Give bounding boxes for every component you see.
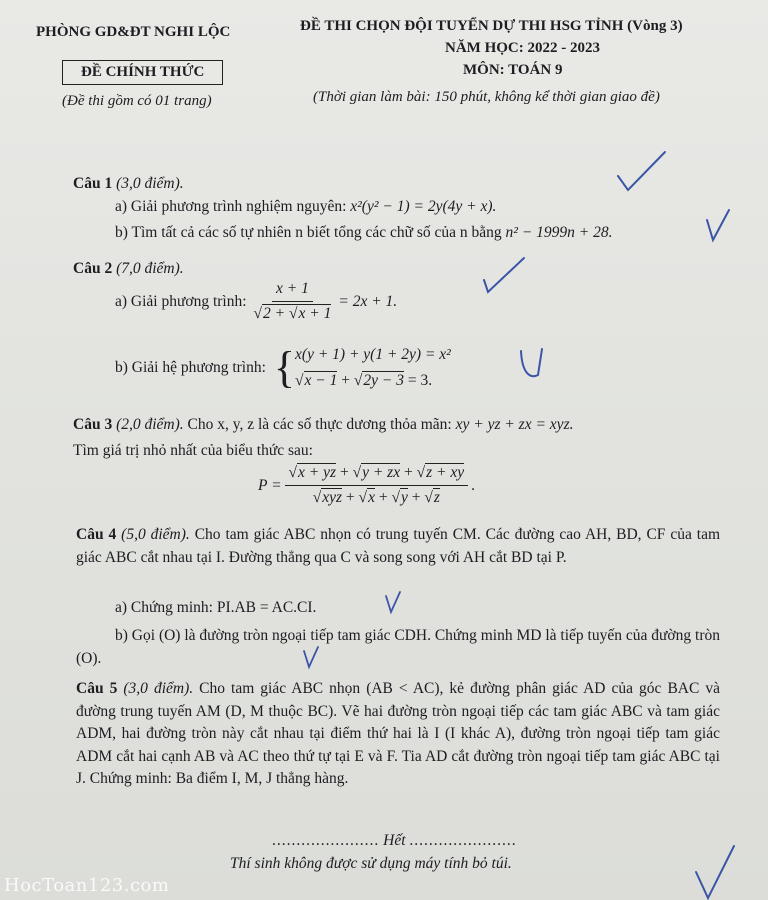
q3-points: (2,0 điểm).: [116, 416, 184, 433]
q3-den-term-1: xyz: [322, 489, 343, 506]
q2b-equation-1: x(y + 1) + y(1 + 2y) = x²: [295, 346, 451, 363]
q2b-eq2-radicand-2: 2y − 3: [363, 372, 404, 389]
q2-part-b: [115, 342, 451, 394]
subject: MÔN: TOÁN 9: [463, 62, 563, 78]
q2-heading: [73, 258, 184, 280]
q2a-fraction: [250, 278, 336, 325]
q2a-denominator: √2 + √x + 1: [253, 305, 332, 322]
q1a-equation: x²(y² − 1) = 2y(4y + x).: [350, 198, 497, 215]
q2b-system: [295, 342, 451, 394]
q4-label: Câu 4: [76, 526, 117, 543]
q3-condition: xy + yz + zx = xyz.: [455, 416, 574, 433]
q1b-text: b) Tìm tất cả các số tự nhiên n biết tổng các chữ số của n bằng: [115, 224, 502, 241]
school-year: NĂM HỌC: 2022 - 2023: [445, 40, 600, 56]
check-mark-q1: [610, 148, 670, 194]
q2a-den-inner: x + 1: [298, 305, 332, 322]
check-mark-q2a: [478, 252, 528, 298]
q3-den-term-4: z: [433, 489, 440, 506]
system-brace: {: [273, 343, 296, 392]
q2-points: (7,0 điểm).: [116, 260, 184, 277]
q3-num-term-2: y + zx: [362, 464, 401, 481]
check-mark-bottom: [690, 842, 740, 900]
q3-label: Câu 3: [73, 416, 113, 433]
q2-label: Câu 2: [73, 260, 113, 277]
time-note: (Thời gian làm bài: 150 phút, không kể thời gian giao đề): [313, 89, 660, 105]
q3-line-1: [73, 414, 573, 436]
q4-text: Cho tam giác ABC nhọn có trung tuyến CM. Các đường cao AH, BD, CF của tam giác ABC cắt nhau tại I. Đường thẳng qua C và song song với AH cắt BD tại P.: [76, 526, 721, 566]
official-label: ĐỀ CHÍNH THỨC: [62, 60, 223, 85]
calculator-note: Thí sinh không được sử dụng máy tính bỏ túi.: [230, 855, 512, 872]
q3-text-1: Cho x, y, z là các số thực dương thỏa mãn:: [187, 416, 452, 433]
q5-text: Cho tam giác ABC nhọn (AB < AC), kẻ đường phân giác AD của góc BAC và đường trung tuyến AM (D, M thuộc BC). Vẽ hai đường tròn ngoại tiếp các tam giác ABC và tam giác ADM, hai đường tròn này cắt nhau tại điểm thứ hai là I (I khác A), đường tròn ngoại tiếp tam giác ADM cắt hai cạnh AB và AC theo thứ tự tại E và F. Tia AD cắt đường tròn ngoại tiếp tam giác ABC tại J. Chứng minh: Ba điểm I, M, J thẳng hàng.: [76, 680, 720, 787]
q1-part-b: [115, 222, 613, 244]
q3-numerator: √x + yz + √y + zx + √z + xy: [285, 462, 469, 486]
q1-points: (3,0 điểm).: [116, 175, 184, 192]
q2b-eq2-rhs: = 3.: [407, 372, 433, 389]
q1-label: Câu 1: [73, 175, 113, 192]
q3-num-term-1: x + yz: [298, 464, 337, 481]
check-mark-q4a: [382, 590, 404, 616]
q2a-numerator: x + 1: [272, 278, 313, 302]
q3-p-lhs: P =: [258, 476, 282, 494]
q4-points: (5,0 điểm).: [121, 526, 190, 543]
q5-body: [76, 678, 720, 791]
q2-part-a: [115, 278, 397, 325]
q3-fraction: [285, 462, 469, 509]
q3-text-2: Tìm giá trị nhỏ nhất của biểu thức sau:: [73, 442, 313, 459]
q1-heading: [73, 173, 184, 195]
exam-title: ĐỀ THI CHỌN ĐỘI TUYỂN DỰ THI HSG TỈNH (Vòng 3): [300, 18, 683, 34]
q2b-text: b) Giải hệ phương trình:: [115, 359, 266, 376]
q4-part-a: a) Chứng minh: PI.AB = AC.CI.: [115, 599, 317, 616]
q3-num-term-3: z + xy: [426, 464, 465, 481]
q4-body: [76, 524, 720, 569]
pages-note: (Đề thi gồm có 01 trang): [62, 93, 212, 109]
q2b-eq2-radicand-1: x − 1: [304, 372, 338, 389]
q1a-text: a) Giải phương trình nghiệm nguyên:: [115, 198, 347, 215]
q2b-equation-2: √x − 1 + √2y − 3 = 3.: [295, 372, 433, 389]
department-name: PHÒNG GD&ĐT NGHI LỘC: [36, 24, 231, 40]
q3-den-term-3: y: [400, 489, 408, 506]
check-mark-q4b: [300, 645, 322, 671]
q2a-den-prefix: 2 +: [263, 305, 290, 322]
q1-part-a: [115, 196, 496, 218]
watermark: HocToan123.com: [4, 875, 170, 896]
q5-points: (3,0 điểm).: [123, 680, 194, 697]
end-text: Hết: [383, 832, 406, 849]
end-marker: ...................... Hết ......................: [272, 832, 517, 849]
q3-denominator: √xyz + √x + √y + √z: [312, 489, 440, 506]
check-mark-q2b: [516, 345, 546, 383]
q5-label: Câu 5: [76, 680, 118, 697]
q1b-expression: n² − 1999n + 28.: [505, 224, 613, 241]
q4-part-b: b) Gọi (O) là đường tròn ngoại tiếp tam giác CDH. Chứng minh MD là tiếp tuyến của đường tròn (O).: [76, 627, 720, 667]
q2a-rhs: = 2x + 1.: [338, 292, 398, 310]
q2a-text: a) Giải phương trình:: [115, 292, 247, 310]
q3-den-term-2: x: [368, 489, 375, 506]
q3-expression: P = $\frac{√x + yz + √y + zx + √z + xy}{\text{√xyz + √x + √y + √z}}$ .: [258, 462, 475, 509]
check-mark-q1b: [703, 206, 733, 246]
